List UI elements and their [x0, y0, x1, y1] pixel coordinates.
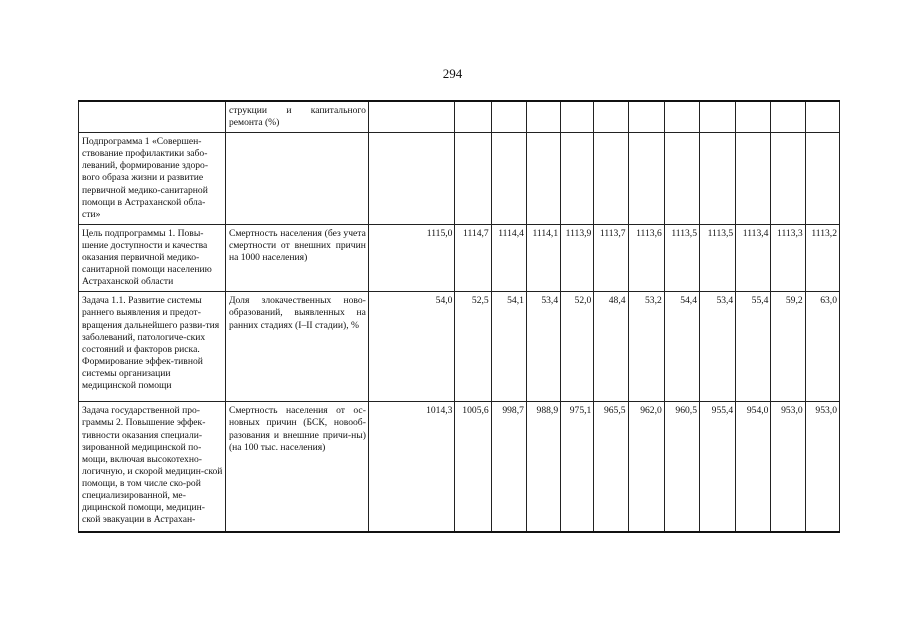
year-value-cell: 53,4 — [700, 292, 736, 402]
year-value-cell: 1113,5 — [664, 224, 699, 291]
year-value-cell — [455, 133, 491, 225]
year-value-cell: 1113,2 — [805, 224, 839, 291]
year-value-cell: 1114,4 — [491, 224, 526, 291]
year-value-cell — [736, 133, 771, 225]
year-value-cell — [628, 101, 664, 133]
indicator-table — [78, 100, 840, 533]
year-value-cell: 998,7 — [491, 402, 526, 532]
year-value-cell: 1113,9 — [561, 224, 594, 291]
year-value-cell — [771, 133, 805, 225]
year-value-cell: 954,0 — [736, 402, 771, 532]
year-value-cell: 59,2 — [771, 292, 805, 402]
base-value-cell: 54,0 — [368, 292, 455, 402]
table-body — [79, 101, 840, 532]
table-row — [79, 224, 840, 291]
indicator-cell — [225, 133, 368, 225]
year-value-cell: 52,5 — [455, 292, 491, 402]
year-value-cell — [491, 133, 526, 225]
year-value-cell — [594, 133, 628, 225]
page-number: 294 — [442, 66, 463, 81]
year-value-cell — [628, 133, 664, 225]
goal-cell: Подпрограмма 1 «Совершен-ствование профилактики забо-леваний, формирование здоро-вого образа жизни и развитие первичной медико-санитарной помощи в Астраханской обла-сти» — [79, 133, 226, 225]
year-value-cell: 63,0 — [805, 292, 839, 402]
year-value-cell — [455, 101, 491, 133]
year-value-cell: 55,4 — [736, 292, 771, 402]
year-value-cell — [561, 101, 594, 133]
year-value-cell — [805, 101, 839, 133]
year-value-cell: 1113,3 — [771, 224, 805, 291]
table-row — [79, 133, 840, 225]
base-value-cell: 1115,0 — [368, 224, 455, 291]
year-value-cell — [771, 101, 805, 133]
year-value-cell — [526, 133, 560, 225]
year-value-cell — [561, 133, 594, 225]
table-row — [79, 101, 840, 133]
year-value-cell — [736, 101, 771, 133]
year-value-cell — [700, 101, 736, 133]
goal-cell: Задача 1.1. Развитие системы раннего выявления и предот-вращения дальнейшего разви-тия заболеваний, патологиче-ских состояний и факторов риска. Формирование эффек-тивной системы организации медицинской помощи — [79, 292, 226, 402]
goal-cell — [79, 101, 226, 133]
year-value-cell: 960,5 — [664, 402, 699, 532]
year-value-cell: 1114,7 — [455, 224, 491, 291]
base-value-cell: 1014,3 — [368, 402, 455, 532]
year-value-cell: 48,4 — [594, 292, 628, 402]
year-value-cell — [664, 101, 699, 133]
year-value-cell: 965,5 — [594, 402, 628, 532]
year-value-cell: 955,4 — [700, 402, 736, 532]
year-value-cell — [594, 101, 628, 133]
year-value-cell: 962,0 — [628, 402, 664, 532]
year-value-cell: 52,0 — [561, 292, 594, 402]
table-row — [79, 292, 840, 402]
year-value-cell: 1113,4 — [736, 224, 771, 291]
year-value-cell: 1005,6 — [455, 402, 491, 532]
year-value-cell — [664, 133, 699, 225]
year-value-cell: 53,2 — [628, 292, 664, 402]
year-value-cell: 54,4 — [664, 292, 699, 402]
indicator-cell: Смертность населения (без учета смертности от внешних причин на 1000 населения) — [225, 224, 368, 291]
year-value-cell: 1114,1 — [526, 224, 560, 291]
year-value-cell: 1113,7 — [594, 224, 628, 291]
indicator-cell: Доля злокачественных ново-образований, выявленных на ранних стадиях (I–II стадии), % — [225, 292, 368, 402]
year-value-cell: 953,0 — [805, 402, 839, 532]
year-value-cell: 53,4 — [526, 292, 560, 402]
base-value-cell — [368, 133, 455, 225]
indicator-cell: Смертность населения от ос-новных причин (БСК, новооб-разования и внешние причи-ны) (на 100 тыс. населения) — [225, 402, 368, 532]
year-value-cell: 953,0 — [771, 402, 805, 532]
year-value-cell — [805, 133, 839, 225]
goal-cell: Задача государственной про-граммы 2. Повышение эффек-тивности оказания специали-зированной медицинской по-мощи, включая высокотехно-логичную, и скорой медицин-ской помощи, в том числе ско-рой специализированной, ме-дицинской помощи, медицин-ской эвакуации в Астрахан- — [79, 402, 226, 532]
year-value-cell — [491, 101, 526, 133]
year-value-cell — [700, 133, 736, 225]
year-value-cell: 54,1 — [491, 292, 526, 402]
base-value-cell — [368, 101, 455, 133]
goal-cell: Цель подпрограммы 1. Повы-шение доступности и качества оказания первичной медико-санитарной помощи населению Астраханской области — [79, 224, 226, 291]
indicator-cell: струкции и капитального ремонта (%) — [225, 101, 368, 133]
year-value-cell — [526, 101, 560, 133]
table-row — [79, 402, 840, 532]
year-value-cell: 1113,6 — [628, 224, 664, 291]
year-value-cell: 988,9 — [526, 402, 560, 532]
year-value-cell: 1113,5 — [700, 224, 736, 291]
year-value-cell: 975,1 — [561, 402, 594, 532]
